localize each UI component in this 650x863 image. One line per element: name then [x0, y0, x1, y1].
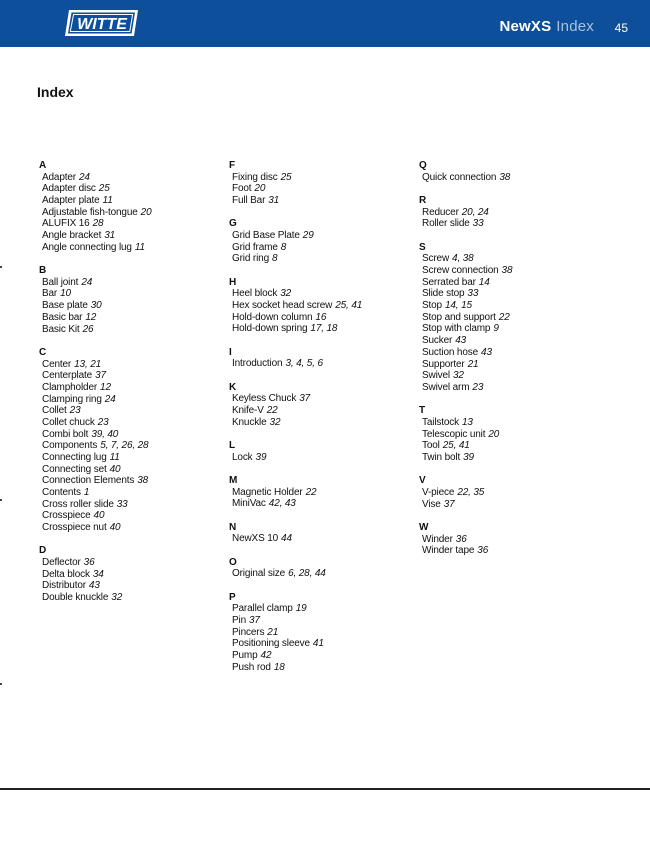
index-term: Swivel arm [422, 381, 470, 393]
index-page-refs: 3, 4, 5, 6 [285, 358, 323, 370]
index-page-refs: 23 [69, 405, 81, 417]
index-term: Double knuckle [42, 592, 109, 604]
index-page-refs: 16 [315, 311, 327, 323]
index-term: Crosspiece nut [42, 522, 107, 534]
index-letter-heading: S [419, 241, 426, 253]
index-term: Deflector [42, 557, 81, 569]
index-letter-heading: C [39, 346, 47, 358]
index-page-refs: 43 [481, 346, 492, 358]
index-group [419, 195, 599, 230]
index-group [419, 242, 599, 394]
index-entry [229, 533, 409, 545]
index-term: Angle bracket [42, 230, 102, 242]
index-page-refs: 17, 18 [310, 323, 338, 335]
index-page-refs: 23 [472, 381, 484, 393]
index-page-refs: 31 [268, 195, 280, 207]
index-entry [419, 172, 599, 184]
header-title-product: NewXS [499, 18, 552, 35]
index-letter-heading: M [229, 475, 238, 486]
index-page-refs: 22, 35 [457, 486, 485, 498]
index-letter-heading: L [229, 440, 236, 452]
index-page-refs: 40 [109, 522, 121, 534]
index-entry [229, 230, 409, 242]
index-entry [229, 195, 409, 207]
index-entry [419, 300, 599, 312]
index-entry [419, 417, 599, 429]
index-page-refs: 1 [83, 487, 90, 499]
index-entry [229, 393, 409, 405]
index-page-refs: 39 [463, 451, 474, 463]
index-page-refs: 33 [472, 218, 484, 230]
edge-mark [0, 266, 2, 268]
index-entry [39, 288, 219, 300]
index-entry [229, 288, 409, 300]
index-term: Crosspiece [42, 510, 91, 522]
index-page-refs: 24 [78, 171, 90, 183]
index-entry [39, 405, 219, 417]
index-page-refs: 20 [254, 183, 266, 195]
index-entry [229, 312, 409, 324]
index-term: Vise [422, 498, 441, 510]
index-page-refs: 33 [467, 288, 479, 300]
index-page-refs: 9 [493, 323, 499, 335]
index-term: Tailstock [422, 416, 459, 428]
index-page-refs: 23 [97, 416, 109, 428]
index-entry [39, 580, 219, 592]
index-term: Pump [232, 650, 258, 662]
index-term: Screw [422, 253, 450, 265]
index-page-refs: 24 [81, 276, 93, 288]
index-entry [39, 230, 219, 242]
index-term: Clampholder [42, 381, 98, 393]
index-page-refs: 20, 24 [461, 206, 489, 218]
index-term: Delta block [42, 568, 90, 580]
index-entry [39, 370, 219, 382]
index-term: Hold-down column [232, 311, 313, 323]
index-term: Combi bolt [42, 428, 89, 440]
index-term: Keyless Chuck [232, 393, 297, 405]
index-entry [39, 394, 219, 406]
index-page-refs: 33 [116, 498, 128, 510]
index-term: Tool [422, 440, 440, 452]
index-term: Push rod [232, 661, 271, 673]
index-entry [39, 417, 219, 429]
index-entry [39, 522, 219, 534]
index-letter-heading: B [39, 265, 47, 277]
index-page-refs: 11 [102, 195, 113, 207]
index-term: ALUFIX 16 [42, 218, 90, 230]
index-entry [419, 335, 599, 347]
index-page-refs: 11 [134, 241, 145, 253]
index-page-refs: 42 [260, 650, 272, 662]
index-page-refs: 8 [272, 253, 278, 265]
index-page-refs: 20 [488, 428, 500, 440]
index-term: MiniVac [232, 498, 266, 510]
index-letter-heading: A [39, 160, 47, 171]
index-page-refs: 22 [266, 405, 278, 417]
index-entry [419, 288, 599, 300]
index-page-refs: 10 [60, 288, 71, 300]
index-group [229, 522, 409, 545]
index-entry [419, 382, 599, 394]
index-entry [419, 277, 599, 289]
index-term: Grid frame [232, 241, 278, 253]
index-term: Cross roller slide [42, 498, 114, 510]
index-page-refs: 37 [249, 614, 260, 626]
index-group [39, 347, 219, 534]
index-letter-heading: W [419, 521, 429, 533]
index-letter-heading: T [419, 405, 426, 417]
index-group [39, 160, 219, 254]
index-page-refs: 36 [477, 545, 489, 557]
index-entry [419, 545, 599, 557]
index-entry [419, 534, 599, 546]
index-group [419, 405, 599, 463]
index-term: Slide stop [422, 288, 465, 300]
index-page-refs: 36 [455, 533, 467, 545]
index-page-refs: 32 [111, 592, 123, 604]
index-term: Swivel [422, 370, 450, 382]
index-term: NewXS 10 [232, 533, 279, 545]
index-entry [419, 429, 599, 441]
index-page-refs: 37 [299, 393, 311, 405]
index-entry [419, 487, 599, 499]
index-term: Foot [232, 183, 252, 195]
index-entry [419, 440, 599, 452]
index-entry [229, 650, 409, 662]
index-term: Ball joint [42, 276, 79, 288]
header-title [499, 18, 594, 35]
index-term: Pin [232, 614, 247, 626]
index-entry [229, 300, 409, 312]
index-entry [39, 312, 219, 324]
index-term: Base plate [42, 300, 88, 312]
index-page-refs: 32 [453, 370, 464, 382]
index-term: Contents [42, 487, 81, 499]
index-page-refs: 5, 7, 26, 28 [100, 440, 149, 452]
index-letter-heading: D [39, 545, 47, 557]
index-entry [419, 323, 599, 335]
index-term: Roller slide [422, 218, 470, 230]
index-page-refs: 25 [98, 183, 110, 195]
index-entry [39, 452, 219, 464]
index-term: Original size [232, 568, 286, 580]
index-page-refs: 43 [455, 335, 467, 347]
index-group [229, 382, 409, 429]
index-page-refs: 40 [93, 510, 105, 522]
index-term: Full Bar [232, 195, 266, 207]
index-page-refs: 25, 41 [335, 300, 363, 312]
page-title: Index [37, 84, 74, 100]
footer-rule [0, 788, 650, 790]
edge-mark [0, 499, 2, 501]
index-page-refs: 26 [82, 323, 94, 335]
index-term: Connecting set [42, 463, 107, 475]
index-entry [39, 429, 219, 441]
index-page-refs: 12 [85, 311, 97, 323]
index-term: Twin bolt [422, 451, 461, 463]
index-page-refs: 29 [302, 230, 314, 242]
index-term: Magnetic Holder [232, 486, 303, 498]
index-page-refs: 41 [312, 638, 324, 650]
index-term: Bar [42, 288, 58, 300]
index-term: Stop [422, 300, 442, 312]
index-entry [229, 568, 409, 580]
index-term: Stop with clamp [422, 323, 491, 335]
index-entry [39, 592, 219, 604]
index-letter-heading: O [229, 556, 237, 568]
edge-mark [0, 683, 2, 685]
index-page-refs: 22 [498, 311, 510, 323]
index-entry [229, 323, 409, 335]
index-term: Clamping ring [42, 393, 102, 405]
index-term: Hold-down spring [232, 323, 308, 335]
index-group [419, 522, 599, 557]
index-page-refs: 39 [255, 451, 267, 463]
index-page-refs: 19 [295, 603, 307, 615]
index-page-refs: 20 [140, 206, 152, 218]
index-page-refs: 6, 28, 44 [288, 568, 326, 580]
index-entry [229, 405, 409, 417]
header-title-section: Index [556, 18, 594, 35]
index-entry [229, 417, 409, 429]
index-entry [419, 265, 599, 277]
index-entry [39, 207, 219, 219]
index-term: Reducer [422, 206, 459, 218]
page-number: 45 [614, 21, 628, 35]
index-page-refs: 30 [90, 300, 102, 312]
index-entry [39, 475, 219, 487]
index-term: Heel block [232, 288, 278, 300]
index-page-refs: 11 [109, 452, 120, 463]
index-letter-heading: F [229, 160, 236, 171]
index-page-refs: 21 [267, 626, 279, 638]
index-group [419, 475, 599, 510]
index-entry [39, 557, 219, 569]
index-term: Screw connection [422, 265, 499, 276]
index-entry [419, 207, 599, 219]
index-page-refs: 25, 41 [442, 440, 470, 452]
page-header [0, 0, 650, 47]
index-entry [39, 300, 219, 312]
index-term: Sucker [422, 335, 453, 347]
index-entry [229, 498, 409, 510]
index-entry [419, 370, 599, 382]
index-group [39, 545, 219, 603]
index-group [229, 475, 409, 510]
index-entry [39, 359, 219, 371]
index-term: Parallel clamp [232, 603, 293, 615]
index-term: Collet [42, 405, 67, 417]
index-entry [419, 218, 599, 230]
index-term: Knife-V [232, 405, 264, 417]
index-letter-heading: P [229, 591, 236, 603]
index-entry [229, 638, 409, 650]
index-term: Stop and support [422, 311, 496, 323]
index-group [39, 265, 219, 335]
index-page-refs: 14 [478, 276, 490, 288]
index-term: V-piece [422, 486, 455, 498]
index-term: Positioning sleeve [232, 638, 310, 650]
index-term: Supporter [422, 358, 465, 370]
index-term: Pincers [232, 626, 265, 638]
index-term: Center [42, 358, 72, 370]
index-entry [229, 603, 409, 615]
witte-logo [63, 8, 140, 38]
index-entry [39, 440, 219, 452]
index-letter-heading: R [419, 194, 427, 206]
index-group [229, 592, 409, 674]
index-column-2 [229, 160, 409, 685]
index-entry [39, 218, 219, 230]
index-letter-heading: N [229, 521, 237, 533]
index-group [229, 347, 409, 370]
index-page-refs: 40 [109, 463, 121, 475]
index-entry [39, 464, 219, 476]
index-term: Suction hose [422, 346, 479, 358]
index-page-refs: 28 [92, 218, 104, 230]
index-page-refs: 43 [88, 580, 100, 592]
index-page-refs: 24 [104, 393, 116, 405]
index-entry [419, 253, 599, 265]
index-page-refs: 4, 38 [452, 253, 474, 265]
index-letter-heading: V [419, 475, 426, 487]
index-group [419, 160, 599, 183]
index-page-refs: 25 [280, 171, 292, 183]
index-page-refs: 38 [501, 265, 513, 276]
index-term: Adapter [42, 171, 76, 183]
index-entry [419, 312, 599, 324]
index-page-refs: 39, 40 [91, 428, 119, 440]
index-group [229, 440, 409, 463]
index-entry [229, 253, 409, 265]
index-group [229, 160, 409, 207]
index-page-refs: 38 [137, 475, 149, 487]
index-term: Fixing disc [232, 171, 278, 183]
index-page-refs: 18 [273, 661, 285, 673]
index-entry [39, 569, 219, 581]
index-term: Centerplate [42, 370, 93, 382]
index-page-refs: 14, 15 [444, 300, 472, 312]
index-entry [419, 499, 599, 511]
index-page-refs: 38 [499, 171, 511, 183]
index-letter-heading: I [229, 346, 232, 358]
index-entry [229, 242, 409, 254]
index-entry [39, 277, 219, 289]
index-entry [229, 452, 409, 464]
index-term: Serrated bar [422, 276, 476, 288]
index-page-refs: 36 [83, 557, 95, 569]
index-page-refs: 8 [280, 241, 287, 253]
index-term: Introduction [232, 358, 283, 370]
index-page-refs: 13, 21 [74, 358, 102, 370]
index-entry [39, 172, 219, 184]
index-page-refs: 13 [462, 416, 473, 428]
index-term: Lock [232, 451, 253, 463]
index-entry [229, 487, 409, 499]
index-term: Grid ring [232, 253, 269, 265]
index-entry [39, 382, 219, 394]
index-entry [39, 324, 219, 336]
index-term: Winder tape [422, 545, 475, 557]
index-term: Basic Kit [42, 323, 80, 335]
index-entry [229, 627, 409, 639]
index-term: Winder [422, 533, 453, 545]
index-term: Basic bar [42, 311, 83, 323]
index-term: Collet chuck [42, 416, 95, 428]
index-term: Adapter plate [42, 195, 100, 207]
index-term: Adjustable fish-tongue [42, 206, 138, 218]
index-page-refs: 32 [269, 416, 281, 428]
index-column-1 [39, 160, 219, 615]
index-entry [39, 242, 219, 254]
index-entry [419, 347, 599, 359]
index-term: Knuckle [232, 416, 267, 428]
index-page-refs: 42, 43 [268, 498, 296, 510]
index-group [229, 557, 409, 580]
index-group [229, 277, 409, 335]
index-term: Connection Elements [42, 475, 135, 487]
index-group [229, 218, 409, 265]
index-term: Distributor [42, 580, 86, 592]
index-entry [229, 662, 409, 674]
index-letter-heading: Q [419, 160, 427, 171]
index-entry [39, 499, 219, 511]
index-letter-heading: K [229, 381, 237, 393]
index-page-refs: 21 [467, 358, 479, 370]
index-entry [39, 487, 219, 499]
index-entry [229, 172, 409, 184]
index-page-refs: 12 [100, 381, 111, 393]
index-letter-heading: G [229, 218, 237, 230]
index-term: Telescopic unit [422, 428, 486, 440]
index-entry [39, 195, 219, 207]
index-entry [39, 510, 219, 522]
index-term: Grid Base Plate [232, 230, 300, 242]
index-page-refs: 22 [305, 486, 317, 498]
index-column-3 [419, 160, 599, 569]
index-entry [229, 615, 409, 627]
index-term: Angle connecting lug [42, 241, 132, 253]
index-entry [419, 452, 599, 464]
index-entry [39, 183, 219, 195]
index-entry [419, 359, 599, 371]
index-page-refs: 37 [95, 370, 106, 382]
svg-text:WITTE: WITTE [77, 16, 127, 33]
index-term: Components [42, 440, 98, 452]
index-entry [229, 183, 409, 195]
index-page-refs: 37 [443, 498, 455, 510]
index-term: Connecting lug [42, 452, 107, 463]
index-page-refs: 44 [281, 533, 292, 545]
index-page-refs: 31 [104, 230, 116, 242]
index-entry [229, 358, 409, 370]
index-page-refs: 34 [92, 568, 104, 580]
index-letter-heading: H [229, 276, 237, 288]
index-term: Adapter disc [42, 183, 96, 195]
index-term: Quick connection [422, 171, 497, 183]
index-page-refs: 32 [280, 288, 292, 300]
index-term: Hex socket head screw [232, 300, 333, 312]
witte-logo-graphic [63, 8, 140, 38]
